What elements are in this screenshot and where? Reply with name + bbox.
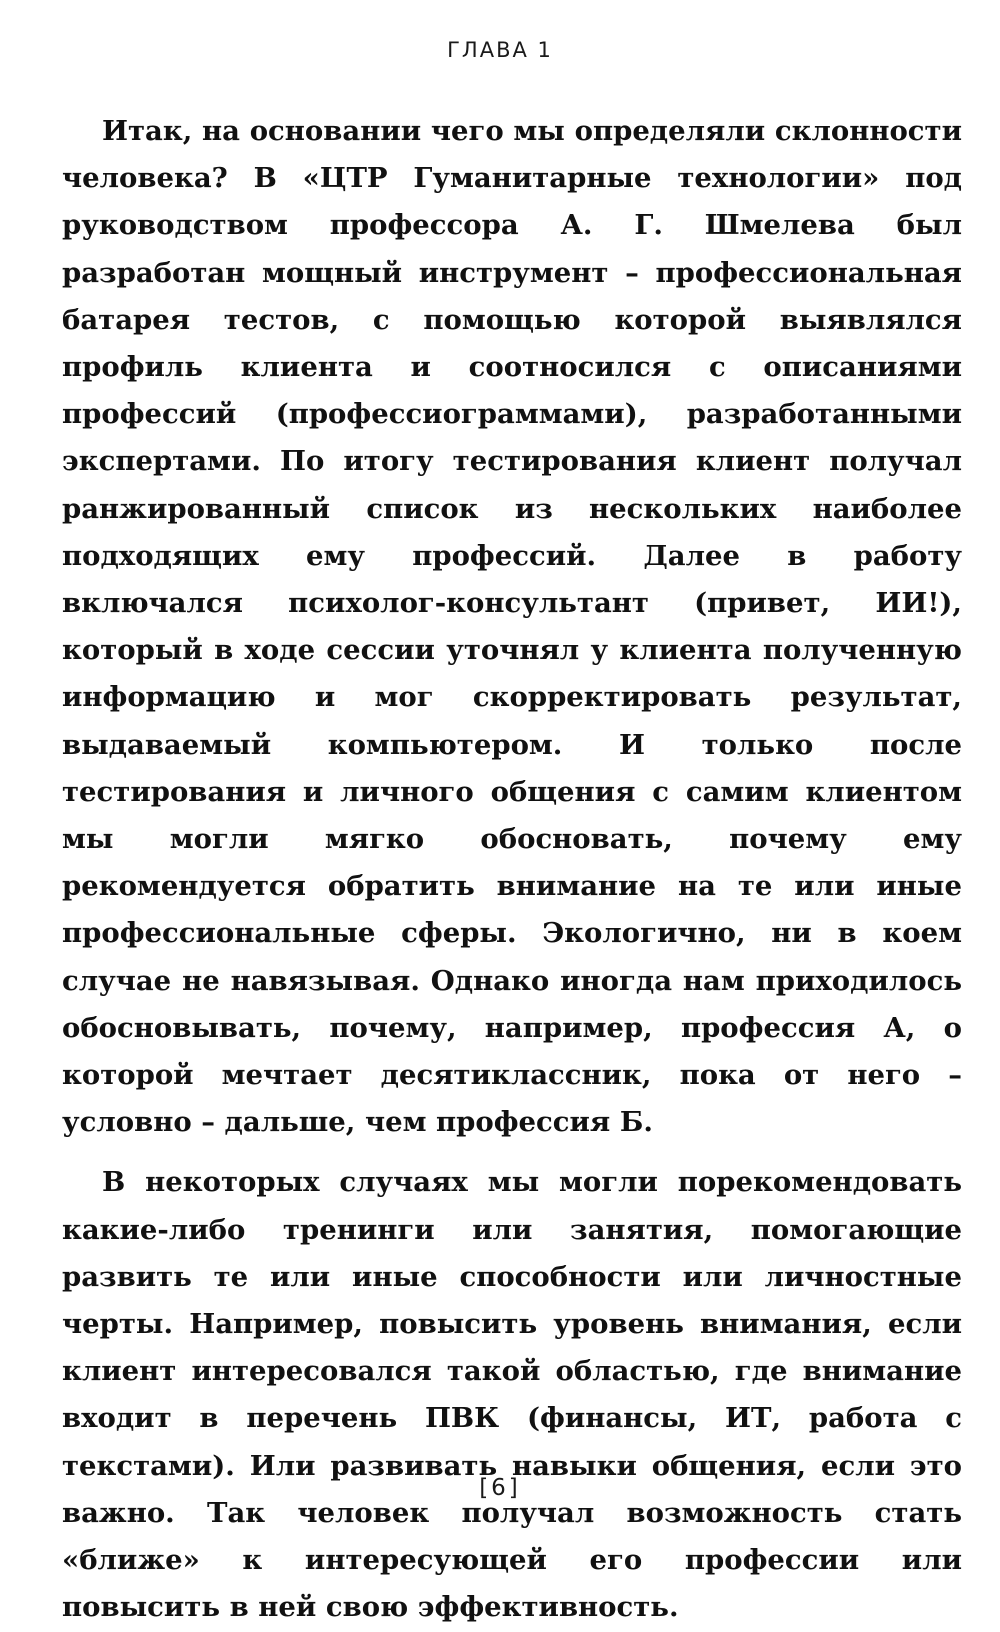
running-head: ГЛАВА 1	[447, 38, 553, 62]
page-number: [6]	[479, 1475, 521, 1501]
paragraph-1: Итак, на основании чего мы определяли склонности человека? В «ЦТР Гуманитарные технологии» под руководством профессора А. Г. Шмелева был разработан мощный инструмент – профессиональная батарея тестов, с помощью которой выявлялся профиль клиента и соотносился с описаниями профессий (профессиограммами), разработанными экспертами. По итогу тестирования клиент получал ранжированный список из нескольких наиболее подходящих ему профессий. Далее в работу включался психолог-консультант (привет, ИИ!), который в ходе сессии уточнял у клиента полученную информацию и мог скорректировать результат, выдаваемый компьютером. И только после тестирования и личного общения с самим клиентом мы могли мягко обосновать, почему ему рекомендуется обратить внимание на те или иные профессиональные сферы. Экологично, ни в коем случае не навязывая. Однако иногда нам приходилось обосновывать, почему, например, профессия А, о которой мечтает десятиклассник, пока от него – условно – дальше, чем профессия Б.	[62, 115, 962, 1139]
paragraph-2: В некоторых случаях мы могли порекомендовать какие-либо тренинги или занятия, помогающие развить те или иные способности или личностные черты. Например, повысить уровень внимания, если клиент интересовался такой областью, где внимание входит в перечень ПВК (финансы, ИТ, работа с текстами). Или развивать навыки общения, если это важно. Так человек получал возможность стать «ближе» к интересующей его профессии или повысить в ней свою эффективность.	[62, 1166, 962, 1624]
main-text	[62, 108, 962, 1632]
